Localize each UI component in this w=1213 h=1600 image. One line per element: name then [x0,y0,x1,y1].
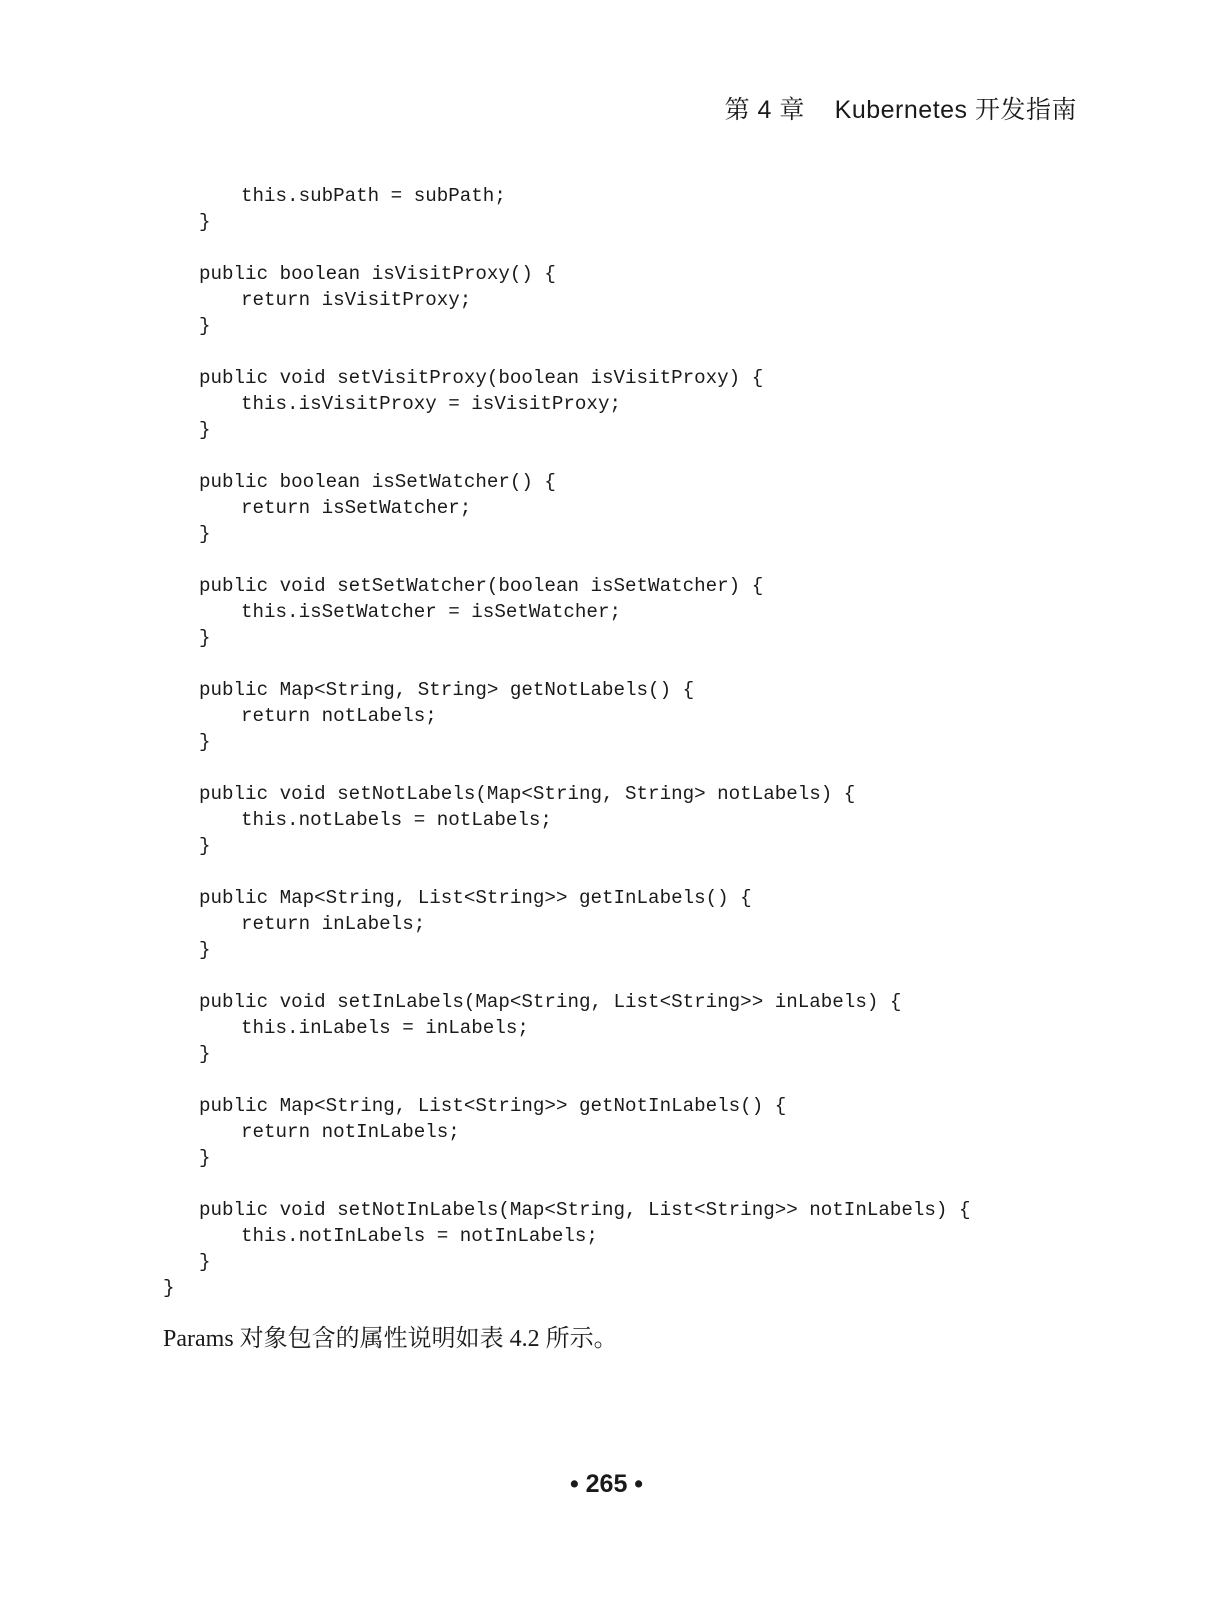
code-line: public void setNotLabels(Map<String, String> notLabels) { [199,783,856,805]
code-line [0,547,970,573]
code-line: return notLabels; [241,705,437,727]
code-line [0,963,970,989]
code-line: this.inLabels = inLabels; [241,1017,529,1039]
code-line [0,339,970,365]
code-line: } [199,523,211,545]
code-line: this.subPath = subPath; [241,185,506,207]
code-line [0,859,970,885]
code-line: this.notInLabels = notInLabels; [241,1225,598,1247]
code-line: public void setInLabels(Map<String, List<String>> inLabels) { [199,991,902,1013]
code-line: } [199,835,211,857]
code-line: public boolean isVisitProxy() { [199,263,556,285]
code-line: } [199,939,211,961]
code-line [0,443,970,469]
chapter-header: 第 4 章 Kubernetes 开发指南 [724,96,1077,124]
code-line: } [199,731,211,753]
code-line: public Map<String, String> getNotLabels() { [199,679,695,701]
code-line: } [199,1043,211,1065]
code-line: public Map<String, List<String>> getNotInLabels() { [199,1095,787,1117]
code-line: public boolean isSetWatcher() { [199,471,556,493]
code-line: public void setVisitProxy(boolean isVisitProxy) { [199,367,764,389]
body-paragraph: Params 对象包含的属性说明如表 4.2 所示。 [163,1326,618,1352]
code-line: } [199,1147,211,1169]
code-line [0,235,970,261]
code-line: return isVisitProxy; [241,289,472,311]
page-number: • 265 • [569,1470,644,1498]
code-line: return notInLabels; [241,1121,460,1143]
code-line: public void setNotInLabels(Map<String, List<String>> notInLabels) { [199,1199,971,1221]
code-line: return inLabels; [241,913,426,935]
code-line: } [199,627,211,649]
code-line [0,1067,970,1093]
code-line: } [199,1251,211,1273]
code-line: this.isSetWatcher = isSetWatcher; [241,601,621,623]
code-line [0,651,970,677]
code-line: this.notLabels = notLabels; [241,809,552,831]
code-line [0,1171,970,1197]
code-line: } [199,211,211,233]
code-line: } [199,315,211,337]
code-line: this.isVisitProxy = isVisitProxy; [241,393,621,415]
code-block [0,183,970,1301]
code-line: public void setSetWatcher(boolean isSetWatcher) { [199,575,764,597]
code-line [0,755,970,781]
code-line: } [199,419,211,441]
code-line: return isSetWatcher; [241,497,472,519]
code-line: } [163,1277,175,1299]
code-line: public Map<String, List<String>> getInLabels() { [199,887,752,909]
